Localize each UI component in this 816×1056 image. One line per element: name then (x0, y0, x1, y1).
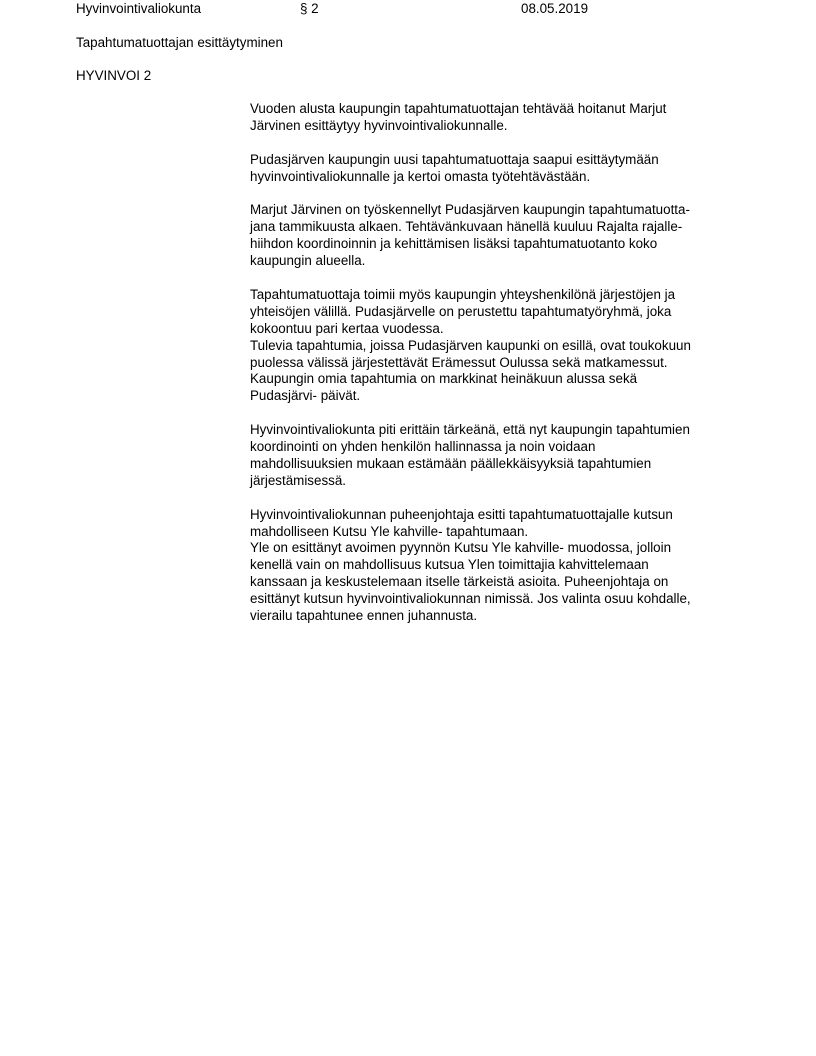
header-date: 08.05.2019 (521, 1, 589, 16)
paragraph-line: hyvinvointivaliokunnalle ja kertoi omasta työtehtävästään. (250, 168, 591, 184)
paragraph-line: kanssaan ja keskustelemaan itselle tärkeistä asioita. Puheenjohtaja on (250, 574, 669, 590)
paragraph-line: järjestämisessä. (250, 472, 346, 488)
paragraph-line: Hyvinvointivaliokunta piti erittäin tärkeänä, että nyt kaupungin tapahtumien (250, 422, 690, 438)
header-section-number: § 2 (300, 1, 319, 16)
paragraph-line: Järvinen esittäytyy hyvinvointivaliokunnalle. (250, 117, 508, 133)
paragraph-line: Yle on esittänyt avoimen pyynnön Kutsu Yle kahville- muodossa, jolloin (250, 540, 672, 556)
body-paragraph (250, 507, 750, 625)
paragraph-line: kokoontuu pari kertaa vuodessa. (250, 320, 444, 336)
body-paragraph (250, 152, 750, 186)
paragraph-line: Vuoden alusta kaupungin tapahtumatuottajan tehtävää hoitanut Marjut (250, 101, 667, 116)
paragraph-line: Tapahtumatuottaja toimii myös kaupungin yhteyshenkilönä järjestöjen ja (250, 286, 676, 302)
paragraph-line: Kaupungin omia tapahtumia on markkinat heinäkuun alussa sekä (250, 371, 638, 387)
paragraph-line: kaupungin alueella. (250, 253, 366, 269)
paragraph-line: Pudasjärvi- päivät. (250, 388, 361, 404)
paragraph-line: yhteisöjen välillä. Pudasjärvelle on perustettu tapahtumatyöryhmä, joka (250, 303, 672, 319)
document-code: HYVINVOI 2 (76, 68, 152, 83)
body-paragraph (250, 422, 750, 490)
paragraph-line: mahdollisuuksien mukaan estämään päällekkäisyyksiä tapahtumien (250, 455, 652, 471)
paragraph-line: Tulevia tapahtumia, joissa Pudasjärven kaupunki on esillä, ovat toukokuun (250, 337, 691, 353)
paragraph-line: vierailu tapahtunee ennen juhannusta. (250, 608, 478, 624)
paragraph-line: Pudasjärven kaupungin uusi tapahtumatuottaja saapui esittäytymään (250, 151, 659, 167)
paragraph-line: mahdolliseen Kutsu Yle kahville- tapahtumaan. (250, 523, 529, 539)
body-paragraph (250, 101, 750, 135)
paragraph-line: esittänyt kutsun hyvinvointivaliokunnan nimissä. Jos valinta osuu kohdalle, (250, 591, 691, 607)
header-organ: Hyvinvointivaliokunta (76, 1, 202, 16)
document-body (250, 101, 750, 642)
paragraph-line: koordinointi on yhden henkilön hallinnassa ja noin voidaan (250, 439, 596, 455)
paragraph-line: Marjut Järvinen on työskennellyt Pudasjärven kaupungin tapahtumatuotta- (250, 202, 690, 218)
paragraph-line: hiihdon koordinoinnin ja kehittämisen lisäksi tapahtumatuotanto koko (250, 236, 658, 252)
paragraph-line: kenellä vain on mahdollisuus kutsua Ylen toimittajia kahvittelemaan (250, 557, 649, 573)
paragraph-line: Hyvinvointivaliokunnan puheenjohtaja esitti tapahtumatuottajalle kutsun (250, 506, 673, 522)
body-paragraph (250, 202, 750, 270)
body-paragraph (250, 287, 750, 405)
paragraph-line: puolessa välissä järjestettävät Erämessut Oulussa sekä matkamessut. (250, 354, 668, 370)
paragraph-line: jana tammikuusta alkaen. Tehtävänkuvaan hänellä kuuluu Rajalta rajalle- (250, 219, 683, 235)
document-title: Tapahtumatuottajan esittäytyminen (76, 35, 283, 50)
